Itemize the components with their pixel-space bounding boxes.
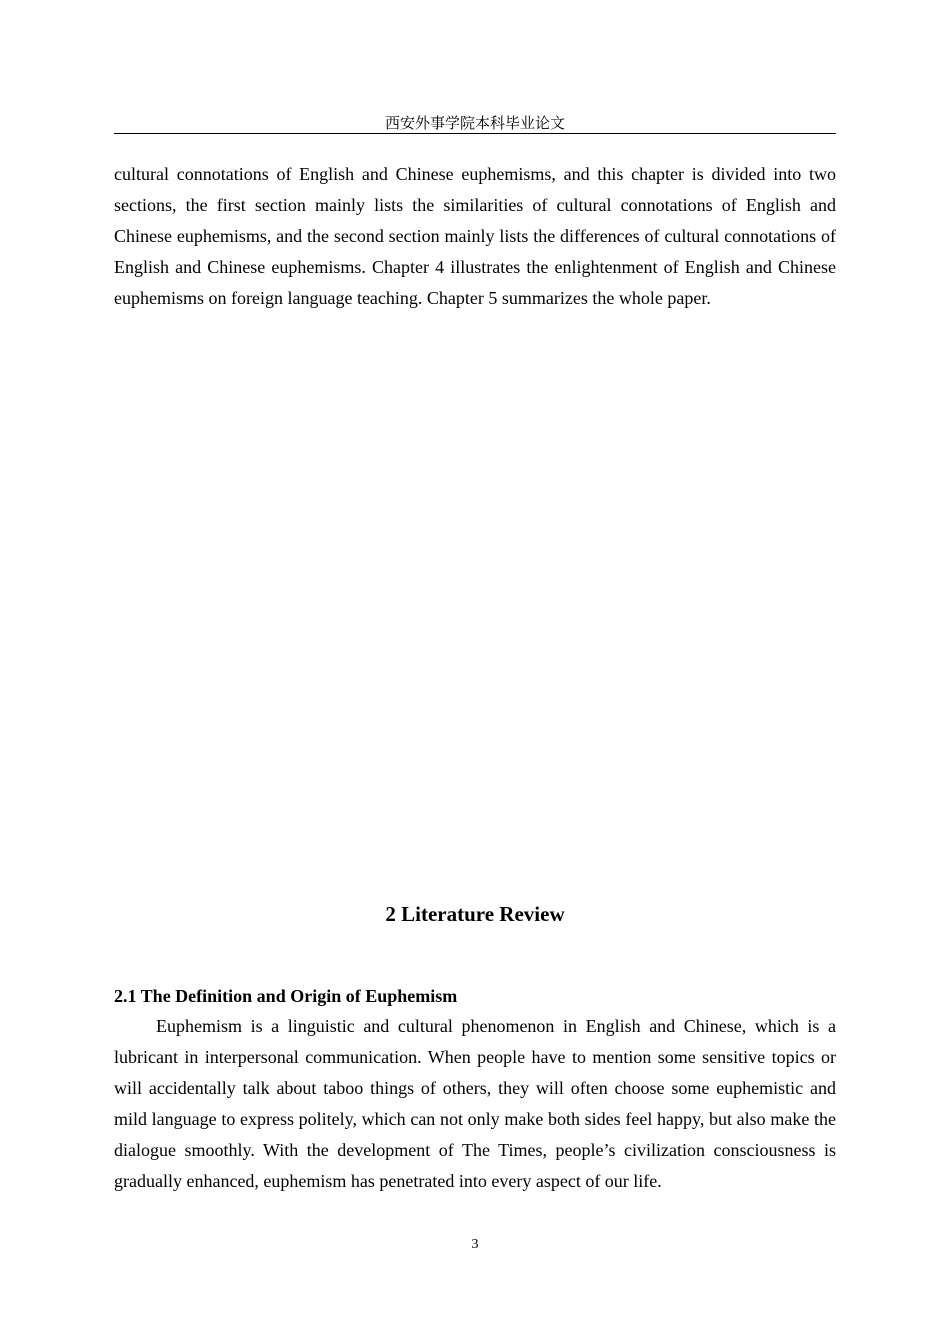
page-number: 3: [471, 1237, 479, 1252]
running-header: 西安外事学院本科毕业论文: [384, 116, 565, 132]
section-title: 2.1 The Definition and Origin of Euphemism: [114, 986, 458, 1006]
chapter-title: 2 Literature Review: [385, 902, 565, 926]
header-divider: [114, 133, 836, 134]
section-paragraph: Euphemism is a linguistic and cultural phenomenon in English and Chinese, which is a lubricant in interpersonal communication. When people have to mention some sensitive topics or will accidentally talk about taboo things of others, they will often choose some euphemistic and mild language to express politely, which can not only make both sides feel happy, but also make the dialogue smoothly. With the development of The Times, people’s civilization consciousness is gradually enhanced, euphemism has penetrated into every aspect of our life.: [114, 1016, 836, 1191]
continued-paragraph: cultural connotations of English and Chinese euphemisms, and this chapter is divided into two sections, the first section mainly lists the similarities of cultural connotations of English and Chinese euphemisms, and the second section mainly lists the differences of cultural connotations of English and Chinese euphemisms. Chapter 4 illustrates the enlightenment of English and Chinese euphemisms on foreign language teaching. Chapter 5 summarizes the whole paper.: [114, 164, 836, 308]
